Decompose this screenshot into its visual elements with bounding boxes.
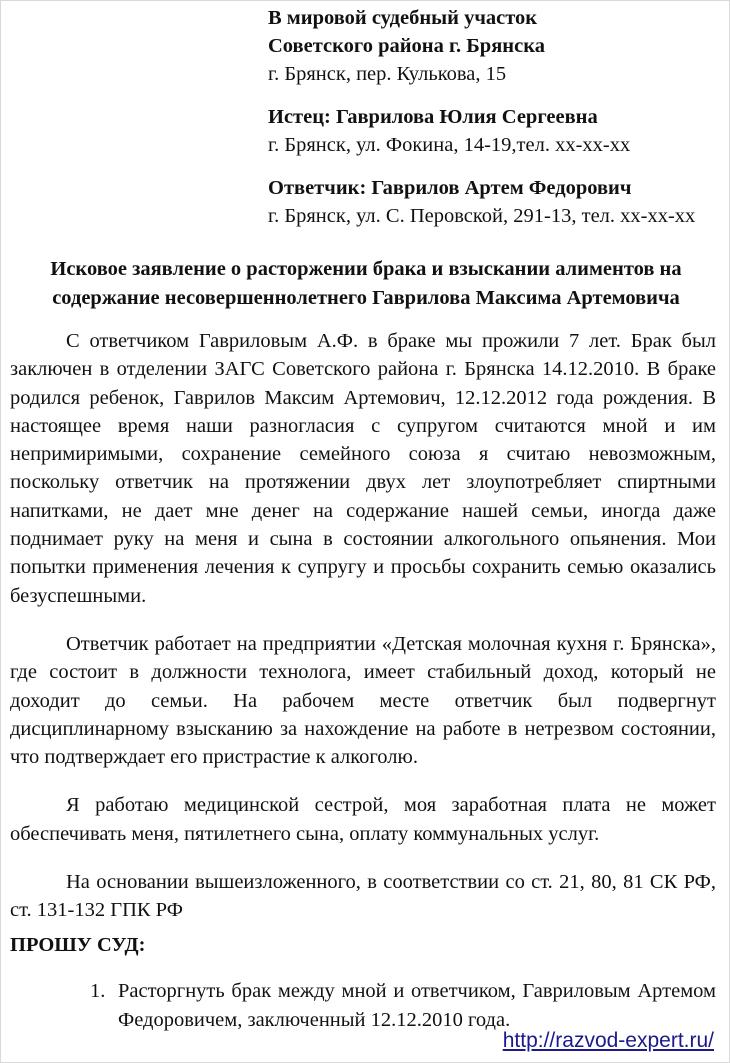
- document-title: Исковое заявление о расторжении брака и взыскании алиментов на содержание несовершеннолетнего Гаврилова Максима Артемовича: [50, 258, 682, 309]
- addressee-block: [268, 4, 723, 230]
- court-name-line1: В мировой судебный участок: [268, 7, 538, 29]
- defendant-address: г. Брянск, ул. С. Перовской, 291-13, тел. хх-хх-хх: [268, 205, 696, 227]
- court-name-line2: Советского района г. Брянска: [268, 35, 545, 57]
- defendant-name: Ответчик: Гаврилов Артем Федорович: [268, 177, 632, 199]
- paragraph: На основании вышеизложенного, в соответствии со ст. 21, 80, 81 СК РФ, ст. 131-132 ГПК РФ: [10, 871, 716, 922]
- plaintiff-name: Истец: Гаврилова Юлия Сергеевна: [268, 106, 598, 128]
- request-list: [90, 977, 716, 1035]
- court-address: г. Брянск, пер. Кулькова, 15: [268, 63, 507, 85]
- watermark-link[interactable]: http://razvod-expert.ru/: [502, 1029, 714, 1052]
- list-item-text: Расторгнуть брак между мной и ответчиком, Гавриловым Артемом Федоровичем, заключенный 12.12.2010 года.: [118, 980, 716, 1031]
- list-item: [90, 977, 716, 1035]
- plaintiff-address: г. Брянск, ул. Фокина, 14-19,тел. хх-хх-хх: [268, 134, 631, 156]
- paragraph: Ответчик работает на предприятии «Детская молочная кухня г. Брянска», где состоит в должности технолога, имеет стабильный доход, который не доходит до семьи. На рабочем месте ответчик был подвергнут дисциплинарному взысканию за нахождение на работе в нетрезвом состоянии, что подтверждает его пристрастие к алкоголю.: [10, 632, 716, 769]
- request-heading: ПРОШУ СУД:: [10, 934, 146, 956]
- list-item-number: 1.: [90, 980, 106, 1002]
- paragraph: С ответчиком Гавриловым А.Ф. в браке мы прожили 7 лет. Брак был заключен в отделении ЗАГС Советского района г. Брянска 14.12.2010. В браке родился ребенок, Гаврилов Максим Артемович, 12.12.2012 года рождения. В настоящее время наши разногласия с супругом считаются мной и им непримиримыми, сохранение семейного союза я считаю невозможным, поскольку ответчик на протяжении двух лет злоупотребляет спиртными напитками, не дает мне денег на содержание нашей семьи, иногда даже поднимает руку на меня и сына в состоянии алкогольного опьянения. Мои попытки применения лечения к супругу и просьбы сохранить семью оказались безуспешными.: [10, 330, 716, 607]
- document-body: [10, 327, 716, 925]
- paragraph: Я работаю медицинской сестрой, моя заработная плата не может обеспечивать меня, пятилетнего сына, оплату коммунальных услуг.: [10, 794, 716, 845]
